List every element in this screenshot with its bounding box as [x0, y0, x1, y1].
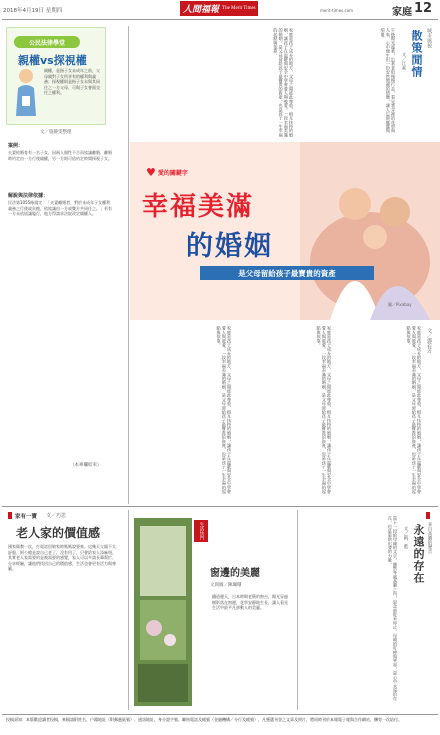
column-end-note: （本專欄結束）: [70, 463, 102, 468]
law-column-divider: [128, 26, 129, 504]
feature-column-text: [134, 24, 296, 142]
logo-en: The Merit Times: [222, 6, 256, 11]
header-rule: [2, 19, 438, 20]
window-text: 鐵道邊天，日本時期老舊的窗台，陽光穿過樹影落在窗邊，花草安靜地生長，讓人看見生活中最平凡卻動人的美麗。: [212, 594, 288, 610]
feature-author: 文／鄧若芳: [426, 328, 432, 353]
feature-title-line1: 幸福美滿: [142, 192, 255, 222]
window-label: 生活快門: [199, 522, 204, 540]
feature-subtitle: 是父母留給孩子最寶貴的資產: [238, 268, 336, 278]
echo-label: 來自高牆的聲音: [427, 522, 432, 554]
feature-body-text-1: 家庭是孩子成長的地方，父母之間彼此尊重、相互扶持的婚姻，讓孩子在溫暖與安全中學會愛人與被愛。一段幸福美滿的婚姻，是父母留給孩子最寶貴的資產，也是孩子一生幸福的起點與依靠。: [216, 326, 232, 494]
feature-title-line2: 的婚姻: [186, 231, 273, 262]
law-illustration: [10, 66, 42, 118]
newspaper-logo: [180, 1, 258, 16]
window-column: [130, 508, 296, 712]
feature-body-text-3: 家庭是孩子成長的地方，父母之間彼此尊重、相互扶持的婚姻，讓孩子在溫暖與安全中學會愛人與被愛。一段幸福美滿的婚姻，是父母留給孩子最寶貴的資產，也是孩子一生幸福的起點與依靠。: [406, 326, 422, 494]
feature-upper-text: 家庭是孩子成長的地方，父母之間彼此尊重、相互扶持的婚姻，讓孩子在溫暖與安全中學會愛人與被愛。一段幸福美滿的婚姻，是父母留給孩子最寶貴的資產，也是孩子一生幸福的起點與依靠。: [273, 28, 294, 137]
feature-banner: [130, 142, 440, 320]
masthead: [0, 0, 440, 20]
feature-photo-family: [300, 142, 440, 320]
submission-notice: 投稿須知：本版歡迎讀者投稿，來稿請附姓名、戶籍地址（附郵遞區號）、通訊地址、身分證字號、聯絡電話及帳號（金融機構／分行及帳號），凡獲選刊登之文章及照片，將同時刊於本報電子報與合作網站，酬勞一次給付。: [6, 717, 402, 722]
side-column-text: 午後陽光溫柔，沿著老街慢慢行走，看見巷弄裡的花草與人家，心中便生出一份安然閒適的情懷，讓人忘卻塵囂與煩憂。: [380, 28, 396, 133]
elder-author: 文／巧思: [46, 513, 67, 519]
elder-label: 家有一寶: [15, 514, 38, 520]
window-column-divider: [297, 510, 298, 710]
analysis-text: 民法第1055條規定：「夫妻離婚者，對於未成年子女權利義務之行使或負擔，依協議由一方或雙方共同任之。」若有一方未依協議履行，他方得請求法院改定親權人。: [8, 200, 112, 216]
feature-body-text-2: 家庭是孩子成長的地方，父母之間彼此尊重、相互扶持的婚姻，讓孩子在溫暖與安全中學會愛人與被愛。一段幸福美滿的婚姻，是父母留給孩子最寶貴的資產，也是孩子一生幸福的起點與依靠。: [316, 326, 332, 494]
elder-label-block: [8, 512, 12, 519]
elder-column: [0, 508, 126, 712]
window-label-box: [194, 520, 208, 542]
page-number: 12: [414, 1, 433, 16]
side-column: [300, 22, 440, 140]
window-title: 窗邊的美麗: [210, 568, 260, 579]
echo-text: 寫下一段給母親的文字，雖然身處高牆之內，思念卻從未停止。母親的叮嚀與笑容，是心中永遠的存在，也是重新出發的力量。: [387, 516, 398, 701]
logo-cn: 人間福報: [183, 5, 220, 15]
side-column-title: 散策閒情: [410, 30, 423, 78]
window-author: 文與圖／陳珮珊: [210, 583, 242, 588]
echo-column: [300, 508, 440, 712]
feature-body: [134, 324, 440, 504]
photo-credit: 圖／Pixabay: [388, 302, 412, 307]
issue-date: 2018年4月19日 星期四: [3, 8, 63, 14]
feature-subtitle-banner: [200, 266, 374, 280]
elder-column-divider: [128, 510, 129, 710]
echo-author: 文／凱、藍: [403, 526, 408, 549]
website: merit-times.com: [320, 8, 354, 13]
middle-rule: [2, 506, 438, 507]
feature-tag-label: 愛的關鍵字: [157, 170, 188, 177]
law-title: 親權vs探視權: [18, 54, 87, 67]
law-badge-label: 公民法律學堂: [28, 39, 65, 47]
law-badge: [14, 36, 80, 48]
case-heading: 案例：: [8, 143, 24, 149]
law-column: [0, 22, 128, 506]
elder-title: 老人家的價值感: [16, 526, 101, 540]
analysis-heading: 解說與法律依據：: [8, 193, 49, 199]
section-name: 家庭: [392, 7, 412, 18]
case-text: 夫妻結婚育有一名子女，因兩人個性不合而協議離婚，離婚時約定由一方行使親權，另一方則可依約定時間探視子女。: [8, 150, 112, 161]
feature-tag: [146, 166, 188, 179]
law-summary: 親權，是指子女未成年之前，父母親對子女所享有的權利與義務；探視權則是指子女未與其同住之一方父母，可與子女會面交往之權利。: [44, 68, 100, 95]
elder-text: 國家衛教一次，打電話回娘家時媽媽說要來。這幾天父親不太舒服，阿公總是說自己老了、沒有用了，只會給家人添麻煩。其實老人家需要的是被需要的感覺，家人可以多請長輩幫忙、分享經驗，讓他們找回自己的價值感，生活也會更有活力與尊嚴。: [8, 544, 116, 571]
window-photo: [134, 518, 192, 706]
law-author: 文／施静雯整理: [40, 130, 72, 135]
echo-label-block: [426, 512, 430, 519]
side-column-author: 文／江素: [401, 52, 406, 70]
side-column-label: 城市風貌: [426, 28, 432, 48]
echo-title: 永遠的存在: [412, 524, 425, 584]
heart-icon: ♥: [146, 166, 156, 179]
footer-rule: [2, 714, 438, 715]
